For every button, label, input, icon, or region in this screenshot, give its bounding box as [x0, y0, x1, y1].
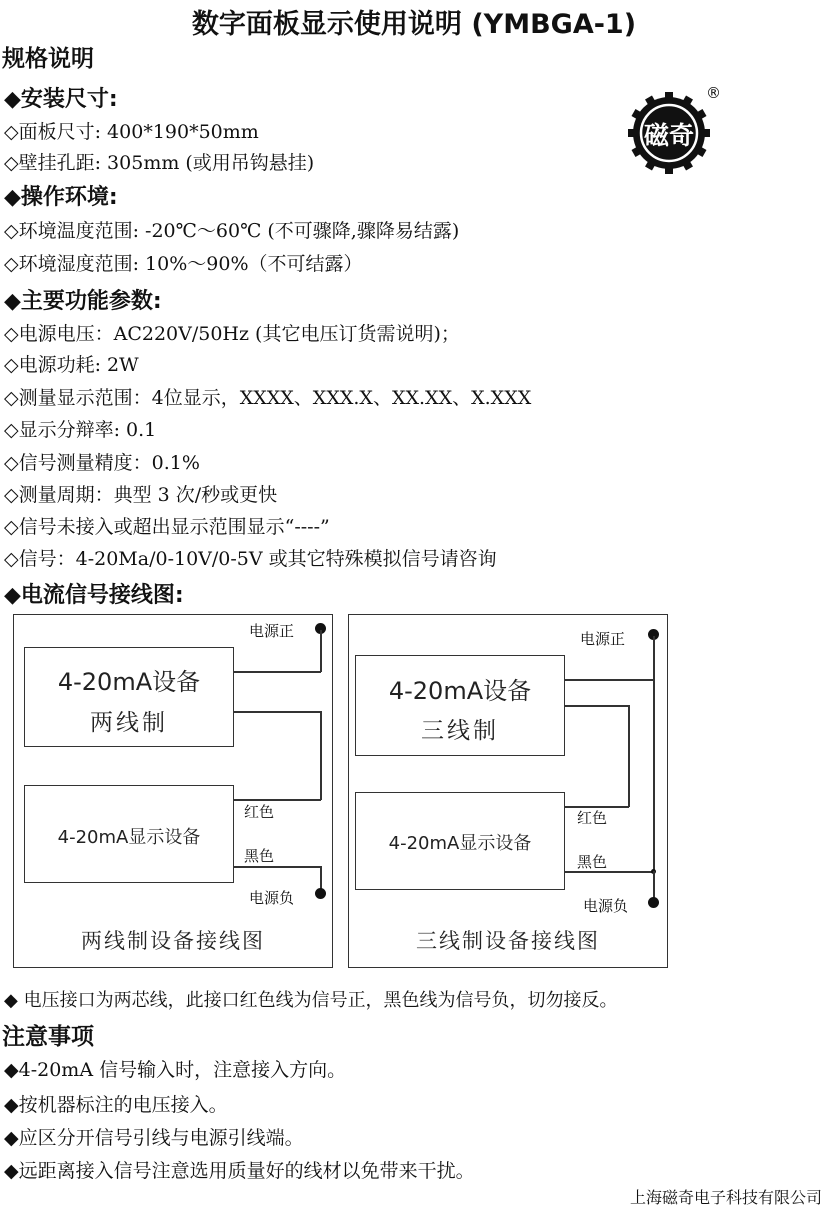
- wire: [628, 705, 630, 807]
- wire: [565, 705, 629, 707]
- spec-line: ◇电源功耗: 2W: [4, 354, 139, 376]
- company-footer: 上海磁奇电子科技有限公司: [629, 1188, 822, 1207]
- install-heading: ◆安装尺寸:: [4, 87, 118, 112]
- logo-text: 磁奇: [643, 121, 694, 150]
- note-item: ◆4-20mA 信号输入时，注意接入方向。: [4, 1059, 347, 1081]
- wire: [320, 630, 322, 672]
- wire: [234, 866, 321, 868]
- spec-line: ◇信号测量精度：0.1%: [4, 452, 200, 474]
- spec-line: ◇测量周期：典型 3 次/秒或更快: [4, 484, 278, 506]
- spec-heading: 规格说明: [2, 46, 94, 72]
- env-heading: ◆操作环境:: [4, 185, 118, 210]
- registered-mark: ®: [706, 84, 721, 102]
- spec-line: ◇信号未接入或超出显示范围显示“----”: [4, 516, 330, 538]
- display-device-label: 4-20mA显示设备: [57, 827, 201, 848]
- terminal-dot: [315, 888, 326, 899]
- red-wire-label: 红色: [577, 809, 608, 827]
- document-title: 数字面板显示使用说明 (YMBGA-1): [191, 9, 637, 40]
- power-negative-label: 电源负: [583, 897, 629, 915]
- wiring-heading: ◆电流信号接线图:: [4, 583, 184, 608]
- power-negative-label: 电源负: [249, 889, 295, 907]
- wire: [234, 711, 321, 713]
- terminal-dot: [648, 897, 659, 908]
- spec-line: ◇测量显示范围：4位显示，XXXX、XXX.X、XX.XX、X.XXX: [4, 387, 532, 409]
- spec-line: ◇环境湿度范围: 10%～90%（不可结露）: [4, 253, 363, 275]
- params-heading: ◆主要功能参数:: [4, 289, 162, 314]
- device-label: 4-20mA设备: [388, 677, 532, 705]
- note-item: ◆按机器标注的电压接入。: [4, 1094, 228, 1116]
- device-label: 4-20mA设备: [57, 668, 201, 696]
- display-device-label: 4-20mA显示设备: [388, 833, 532, 854]
- note-item: ◆远距离接入信号注意选用质量好的线材以免带来干扰。: [4, 1160, 475, 1182]
- spec-line: ◇电源电压：AC220V/50Hz (其它电压订货需说明)；: [4, 323, 460, 345]
- spec-line: ◇环境温度范围: -20℃～60℃ (不可骤降,骤降易结露): [4, 220, 460, 242]
- red-wire-label: 红色: [244, 803, 275, 821]
- voltage-note: ◆ 电压接口为两芯线，此接口红色线为信号正，黑色线为信号负，切勿接反。: [4, 990, 618, 1011]
- spec-line: ◇壁挂孔距: 305mm (或用吊钩悬挂): [4, 152, 315, 174]
- device-type-label: 两线制: [90, 710, 168, 736]
- device-type-label: 三线制: [421, 718, 499, 744]
- wire: [320, 711, 322, 800]
- power-positive-label: 电源正: [249, 622, 295, 640]
- company-logo: [628, 92, 710, 174]
- note-item: ◆应区分开信号引线与电源引线端。: [4, 1127, 304, 1149]
- spec-line: ◇显示分辩率: 0.1: [4, 419, 157, 441]
- black-wire-label: 黑色: [577, 853, 608, 871]
- diagram-caption: 三线制设备接线图: [416, 929, 600, 953]
- spec-line: ◇信号：4-20Ma/0-10V/0-5V 或其它特殊模拟信号请咨询: [4, 548, 497, 570]
- wire: [653, 636, 655, 872]
- notes-heading: 注意事项: [2, 1024, 94, 1050]
- wire: [234, 671, 321, 673]
- diagram-caption: 两线制设备接线图: [81, 929, 265, 953]
- black-wire-label: 黑色: [244, 847, 275, 865]
- spec-line: ◇面板尺寸: 400*190*50mm: [4, 121, 259, 143]
- wire: [565, 679, 654, 681]
- power-positive-label: 电源正: [580, 630, 626, 648]
